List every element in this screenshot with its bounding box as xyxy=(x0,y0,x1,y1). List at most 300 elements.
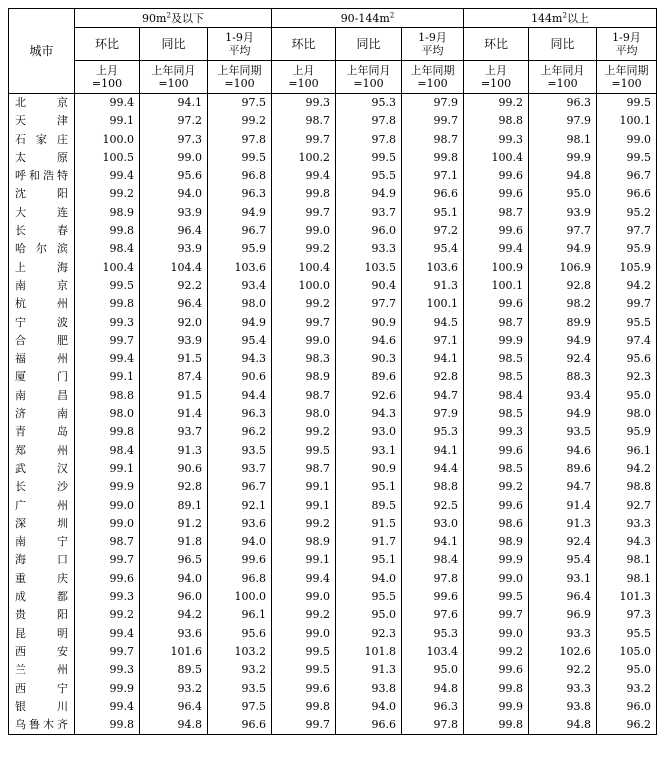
index-value: 87.4 xyxy=(140,368,208,386)
index-value: 95.9 xyxy=(208,240,272,258)
index-value: 93.5 xyxy=(529,423,597,441)
city-name: 北京 xyxy=(9,94,75,113)
index-value: 94.8 xyxy=(529,716,597,735)
index-value: 99.2 xyxy=(75,185,140,203)
metric-header-line: 1-9月 xyxy=(418,31,447,44)
index-value: 97.9 xyxy=(402,405,464,423)
metric-header-mom: 环比 xyxy=(75,28,140,61)
base-period: 上年同月 xyxy=(540,64,585,77)
index-value: 96.7 xyxy=(597,167,657,185)
index-value: 93.7 xyxy=(208,460,272,478)
index-value: 99.4 xyxy=(272,167,336,185)
table-row xyxy=(9,277,657,295)
base-equals: =100 xyxy=(547,77,578,90)
index-value: 89.1 xyxy=(140,497,208,515)
index-value: 98.1 xyxy=(529,131,597,149)
index-value: 98.5 xyxy=(464,460,529,478)
index-value: 95.3 xyxy=(402,423,464,441)
table-row xyxy=(9,661,657,679)
base-header-yoy xyxy=(529,61,597,94)
index-value: 94.3 xyxy=(208,350,272,368)
base-header-yoy xyxy=(140,61,208,94)
index-value: 91.2 xyxy=(140,515,208,533)
index-value: 97.8 xyxy=(336,131,402,149)
base-header-mom xyxy=(272,61,336,94)
index-value: 94.4 xyxy=(208,387,272,405)
city-name: 郑州 xyxy=(9,442,75,460)
index-value: 99.7 xyxy=(464,606,529,624)
index-value: 99.0 xyxy=(597,131,657,149)
city-name: 福州 xyxy=(9,350,75,368)
index-value: 93.1 xyxy=(529,570,597,588)
index-value: 99.0 xyxy=(272,332,336,350)
index-value: 98.7 xyxy=(272,112,336,130)
index-value: 94.2 xyxy=(140,606,208,624)
table-row xyxy=(9,515,657,533)
table-row xyxy=(9,149,657,167)
index-value: 99.6 xyxy=(464,167,529,185)
index-value: 100.9 xyxy=(464,259,529,277)
index-value: 96.4 xyxy=(529,588,597,606)
index-value: 100.4 xyxy=(75,259,140,277)
index-value: 101.8 xyxy=(336,643,402,661)
index-value: 95.0 xyxy=(336,606,402,624)
index-value: 98.8 xyxy=(464,112,529,130)
metric-header-line: 平均 xyxy=(421,44,444,57)
index-value: 93.9 xyxy=(140,332,208,350)
index-value: 93.3 xyxy=(529,625,597,643)
index-value: 99.9 xyxy=(529,149,597,167)
index-value: 99.4 xyxy=(75,698,140,716)
city-name: 济南 xyxy=(9,405,75,423)
index-value: 94.0 xyxy=(140,570,208,588)
index-value: 99.0 xyxy=(140,149,208,167)
city-name: 厦门 xyxy=(9,368,75,386)
index-value: 98.5 xyxy=(464,405,529,423)
index-value: 99.0 xyxy=(464,570,529,588)
metric-header-ytd-avg xyxy=(402,28,464,61)
index-value: 99.8 xyxy=(75,423,140,441)
index-value: 99.4 xyxy=(75,350,140,368)
index-value: 97.8 xyxy=(336,112,402,130)
index-value: 97.1 xyxy=(402,332,464,350)
city-name: 贵阳 xyxy=(9,606,75,624)
index-value: 98.0 xyxy=(75,405,140,423)
index-value: 89.9 xyxy=(529,314,597,332)
index-value: 94.0 xyxy=(336,698,402,716)
base-equals: =100 xyxy=(224,77,255,90)
index-value: 94.7 xyxy=(529,478,597,496)
city-name: 兰州 xyxy=(9,661,75,679)
index-value: 98.7 xyxy=(272,460,336,478)
index-value: 97.7 xyxy=(336,295,402,313)
index-value: 99.4 xyxy=(75,94,140,113)
index-value: 99.8 xyxy=(272,185,336,203)
city-name: 天津 xyxy=(9,112,75,130)
city-name: 乌鲁木齐 xyxy=(9,716,75,735)
base-period: 上年同月 xyxy=(151,64,196,77)
index-value: 98.1 xyxy=(597,570,657,588)
table-row xyxy=(9,643,657,661)
index-value: 97.7 xyxy=(597,222,657,240)
index-value: 106.9 xyxy=(529,259,597,277)
group-base: 144m xyxy=(531,11,563,25)
metric-header-yoy: 同比 xyxy=(529,28,597,61)
metric-header-line: 平均 xyxy=(615,44,638,57)
index-value: 93.6 xyxy=(140,625,208,643)
index-value: 100.1 xyxy=(597,112,657,130)
group-sup: 2 xyxy=(389,10,395,19)
base-header-mom xyxy=(464,61,529,94)
index-value: 99.2 xyxy=(272,423,336,441)
index-value: 92.5 xyxy=(402,497,464,515)
index-value: 99.4 xyxy=(464,240,529,258)
index-value: 100.4 xyxy=(272,259,336,277)
index-value: 91.3 xyxy=(140,442,208,460)
index-value: 94.0 xyxy=(208,533,272,551)
base-header-ytd-avg xyxy=(208,61,272,94)
index-value: 99.3 xyxy=(75,314,140,332)
index-value: 100.0 xyxy=(75,131,140,149)
index-value: 93.9 xyxy=(529,204,597,222)
city-name: 哈尔滨 xyxy=(9,240,75,258)
index-value: 96.0 xyxy=(140,588,208,606)
index-value: 99.2 xyxy=(208,112,272,130)
city-name: 长沙 xyxy=(9,478,75,496)
index-value: 99.2 xyxy=(464,478,529,496)
index-value: 99.8 xyxy=(464,716,529,735)
index-value: 98.8 xyxy=(75,387,140,405)
index-value: 95.5 xyxy=(597,625,657,643)
index-value: 99.3 xyxy=(75,661,140,679)
index-value: 97.9 xyxy=(529,112,597,130)
index-value: 96.7 xyxy=(208,478,272,496)
index-value: 103.2 xyxy=(208,643,272,661)
index-value: 99.5 xyxy=(75,277,140,295)
index-value: 91.4 xyxy=(529,497,597,515)
index-value: 103.4 xyxy=(402,643,464,661)
index-value: 93.9 xyxy=(140,240,208,258)
table-row xyxy=(9,131,657,149)
index-value: 99.8 xyxy=(75,295,140,313)
index-value: 99.0 xyxy=(75,515,140,533)
index-value: 95.5 xyxy=(336,588,402,606)
index-value: 97.5 xyxy=(208,698,272,716)
table-row xyxy=(9,680,657,698)
index-value: 98.4 xyxy=(402,551,464,569)
index-value: 100.4 xyxy=(464,149,529,167)
index-value: 96.8 xyxy=(208,570,272,588)
index-value: 98.4 xyxy=(464,387,529,405)
index-value: 97.4 xyxy=(597,332,657,350)
city-name: 呼和浩特 xyxy=(9,167,75,185)
index-value: 96.5 xyxy=(140,551,208,569)
table-row xyxy=(9,332,657,350)
base-period: 上月 xyxy=(96,64,118,77)
index-value: 92.4 xyxy=(529,533,597,551)
index-value: 98.3 xyxy=(272,350,336,368)
index-value: 99.9 xyxy=(75,478,140,496)
index-value: 95.0 xyxy=(529,185,597,203)
index-value: 99.5 xyxy=(272,643,336,661)
index-value: 98.7 xyxy=(75,533,140,551)
index-value: 94.6 xyxy=(529,442,597,460)
index-value: 91.5 xyxy=(140,350,208,368)
index-value: 101.6 xyxy=(140,643,208,661)
table-row xyxy=(9,204,657,222)
index-value: 99.6 xyxy=(402,588,464,606)
base-equals: =100 xyxy=(288,77,319,90)
index-value: 94.8 xyxy=(140,716,208,735)
index-value: 95.5 xyxy=(597,314,657,332)
index-value: 91.3 xyxy=(402,277,464,295)
index-value: 90.9 xyxy=(336,314,402,332)
base-equals: =100 xyxy=(158,77,189,90)
index-value: 99.5 xyxy=(272,661,336,679)
metric-header-mom: 环比 xyxy=(272,28,336,61)
index-value: 96.2 xyxy=(208,423,272,441)
table-row xyxy=(9,460,657,478)
city-name: 长春 xyxy=(9,222,75,240)
index-value: 89.5 xyxy=(336,497,402,515)
price-index-table xyxy=(8,8,657,735)
index-value: 99.0 xyxy=(272,625,336,643)
index-value: 98.6 xyxy=(464,515,529,533)
index-value: 94.9 xyxy=(336,185,402,203)
group-base: 90-144m xyxy=(340,11,390,25)
index-value: 96.6 xyxy=(402,185,464,203)
index-value: 94.9 xyxy=(529,405,597,423)
index-value: 103.6 xyxy=(402,259,464,277)
table-row xyxy=(9,698,657,716)
city-name: 石家庄 xyxy=(9,131,75,149)
table-row xyxy=(9,588,657,606)
index-value: 96.8 xyxy=(208,167,272,185)
index-value: 99.2 xyxy=(272,606,336,624)
index-value: 99.6 xyxy=(208,551,272,569)
index-value: 95.2 xyxy=(597,204,657,222)
index-value: 93.4 xyxy=(208,277,272,295)
metric-header-line: 1-9月 xyxy=(612,31,641,44)
index-value: 99.5 xyxy=(336,149,402,167)
index-value: 92.8 xyxy=(529,277,597,295)
table-row xyxy=(9,606,657,624)
index-value: 94.9 xyxy=(529,332,597,350)
index-value: 98.7 xyxy=(402,131,464,149)
index-value: 94.9 xyxy=(208,204,272,222)
group-sup: 2 xyxy=(562,10,567,19)
index-value: 99.6 xyxy=(464,295,529,313)
index-value: 90.6 xyxy=(208,368,272,386)
index-value: 96.3 xyxy=(208,185,272,203)
index-value: 93.3 xyxy=(336,240,402,258)
index-value: 92.4 xyxy=(529,350,597,368)
index-value: 99.4 xyxy=(272,570,336,588)
index-value: 99.9 xyxy=(75,680,140,698)
index-value: 92.0 xyxy=(140,314,208,332)
index-value: 99.1 xyxy=(272,497,336,515)
metric-header-line: 1-9月 xyxy=(225,31,254,44)
index-value: 98.8 xyxy=(402,478,464,496)
index-value: 97.7 xyxy=(529,222,597,240)
index-value: 94.0 xyxy=(140,185,208,203)
index-value: 95.1 xyxy=(336,551,402,569)
index-value: 94.2 xyxy=(597,277,657,295)
index-value: 95.9 xyxy=(597,423,657,441)
index-value: 92.8 xyxy=(402,368,464,386)
index-value: 96.4 xyxy=(140,222,208,240)
index-value: 99.0 xyxy=(75,497,140,515)
index-value: 90.4 xyxy=(336,277,402,295)
index-value: 97.5 xyxy=(208,94,272,113)
base-equals: =100 xyxy=(480,77,512,90)
index-value: 92.8 xyxy=(140,478,208,496)
index-value: 98.1 xyxy=(597,551,657,569)
index-value: 94.1 xyxy=(402,350,464,368)
index-value: 99.1 xyxy=(272,551,336,569)
index-value: 99.8 xyxy=(402,149,464,167)
index-value: 96.6 xyxy=(336,716,402,735)
table-row xyxy=(9,295,657,313)
index-value: 92.2 xyxy=(140,277,208,295)
base-period: 上月 xyxy=(485,64,507,77)
index-value: 104.4 xyxy=(140,259,208,277)
index-value: 99.0 xyxy=(272,588,336,606)
city-name: 太原 xyxy=(9,149,75,167)
index-value: 96.0 xyxy=(597,698,657,716)
index-value: 92.2 xyxy=(529,661,597,679)
index-value: 96.3 xyxy=(402,698,464,716)
index-value: 95.0 xyxy=(597,661,657,679)
index-value: 98.5 xyxy=(464,368,529,386)
index-value: 95.3 xyxy=(336,94,402,113)
index-value: 98.8 xyxy=(597,478,657,496)
group-header-medium xyxy=(272,9,464,28)
index-value: 92.7 xyxy=(597,497,657,515)
index-value: 99.6 xyxy=(464,661,529,679)
table-body xyxy=(9,94,657,735)
index-value: 96.3 xyxy=(208,405,272,423)
index-value: 101.3 xyxy=(597,588,657,606)
index-value: 99.2 xyxy=(464,94,529,113)
index-value: 98.9 xyxy=(75,204,140,222)
city-name: 昆明 xyxy=(9,625,75,643)
index-value: 99.8 xyxy=(75,222,140,240)
index-value: 99.1 xyxy=(75,112,140,130)
city-name: 武汉 xyxy=(9,460,75,478)
index-value: 91.3 xyxy=(336,661,402,679)
index-value: 99.3 xyxy=(464,423,529,441)
index-value: 93.5 xyxy=(208,442,272,460)
index-value: 98.9 xyxy=(464,533,529,551)
index-value: 93.7 xyxy=(140,423,208,441)
index-value: 99.9 xyxy=(464,551,529,569)
table-row xyxy=(9,423,657,441)
base-header-ytd-avg xyxy=(402,61,464,94)
table-header xyxy=(9,9,657,94)
index-value: 103.5 xyxy=(336,259,402,277)
group-sup: 2 xyxy=(166,10,171,19)
base-equals: =100 xyxy=(611,77,642,90)
index-value: 100.0 xyxy=(272,277,336,295)
index-value: 96.0 xyxy=(336,222,402,240)
index-value: 95.0 xyxy=(402,661,464,679)
city-name: 大连 xyxy=(9,204,75,222)
city-name: 宁波 xyxy=(9,314,75,332)
index-value: 99.4 xyxy=(75,167,140,185)
table-row xyxy=(9,350,657,368)
metric-header-yoy: 同比 xyxy=(336,28,402,61)
base-header-mom xyxy=(75,61,140,94)
table-row xyxy=(9,240,657,258)
index-value: 94.8 xyxy=(402,680,464,698)
index-value: 99.9 xyxy=(464,332,529,350)
index-value: 93.9 xyxy=(140,204,208,222)
table-row xyxy=(9,716,657,735)
index-value: 94.1 xyxy=(402,533,464,551)
index-value: 97.8 xyxy=(402,716,464,735)
base-period: 上年同期 xyxy=(410,64,455,77)
base-period: 上年同期 xyxy=(604,64,649,77)
index-value: 99.3 xyxy=(272,94,336,113)
index-value: 98.4 xyxy=(75,240,140,258)
index-value: 99.2 xyxy=(75,606,140,624)
index-value: 93.3 xyxy=(529,680,597,698)
group-base: 90m xyxy=(142,11,167,25)
city-name: 沈阳 xyxy=(9,185,75,203)
index-value: 93.4 xyxy=(529,387,597,405)
index-value: 91.5 xyxy=(140,387,208,405)
index-value: 100.2 xyxy=(272,149,336,167)
index-value: 97.6 xyxy=(402,606,464,624)
table-row xyxy=(9,314,657,332)
index-value: 99.7 xyxy=(75,332,140,350)
index-value: 94.3 xyxy=(597,533,657,551)
group-header-large xyxy=(464,9,657,28)
index-value: 98.0 xyxy=(272,405,336,423)
table-row xyxy=(9,185,657,203)
city-name: 深圳 xyxy=(9,515,75,533)
table-row xyxy=(9,478,657,496)
index-value: 99.7 xyxy=(402,112,464,130)
index-value: 99.5 xyxy=(597,149,657,167)
index-value: 91.7 xyxy=(336,533,402,551)
index-value: 100.0 xyxy=(208,588,272,606)
index-value: 97.1 xyxy=(402,167,464,185)
index-value: 91.4 xyxy=(140,405,208,423)
index-value: 99.7 xyxy=(75,551,140,569)
index-value: 88.3 xyxy=(529,368,597,386)
index-value: 99.7 xyxy=(272,716,336,735)
index-value: 99.1 xyxy=(272,478,336,496)
index-value: 94.3 xyxy=(336,405,402,423)
index-value: 99.0 xyxy=(272,222,336,240)
index-value: 99.2 xyxy=(272,240,336,258)
index-value: 93.3 xyxy=(597,515,657,533)
index-value: 93.2 xyxy=(140,680,208,698)
table-row xyxy=(9,368,657,386)
index-value: 96.6 xyxy=(597,185,657,203)
index-value: 98.5 xyxy=(464,350,529,368)
index-value: 99.8 xyxy=(75,716,140,735)
group-suffix: 以上 xyxy=(566,11,589,25)
index-value: 99.6 xyxy=(464,222,529,240)
index-value: 99.0 xyxy=(464,625,529,643)
index-value: 99.6 xyxy=(272,680,336,698)
table-row xyxy=(9,570,657,588)
metric-header-ytd-avg xyxy=(208,28,272,61)
index-value: 99.4 xyxy=(75,625,140,643)
